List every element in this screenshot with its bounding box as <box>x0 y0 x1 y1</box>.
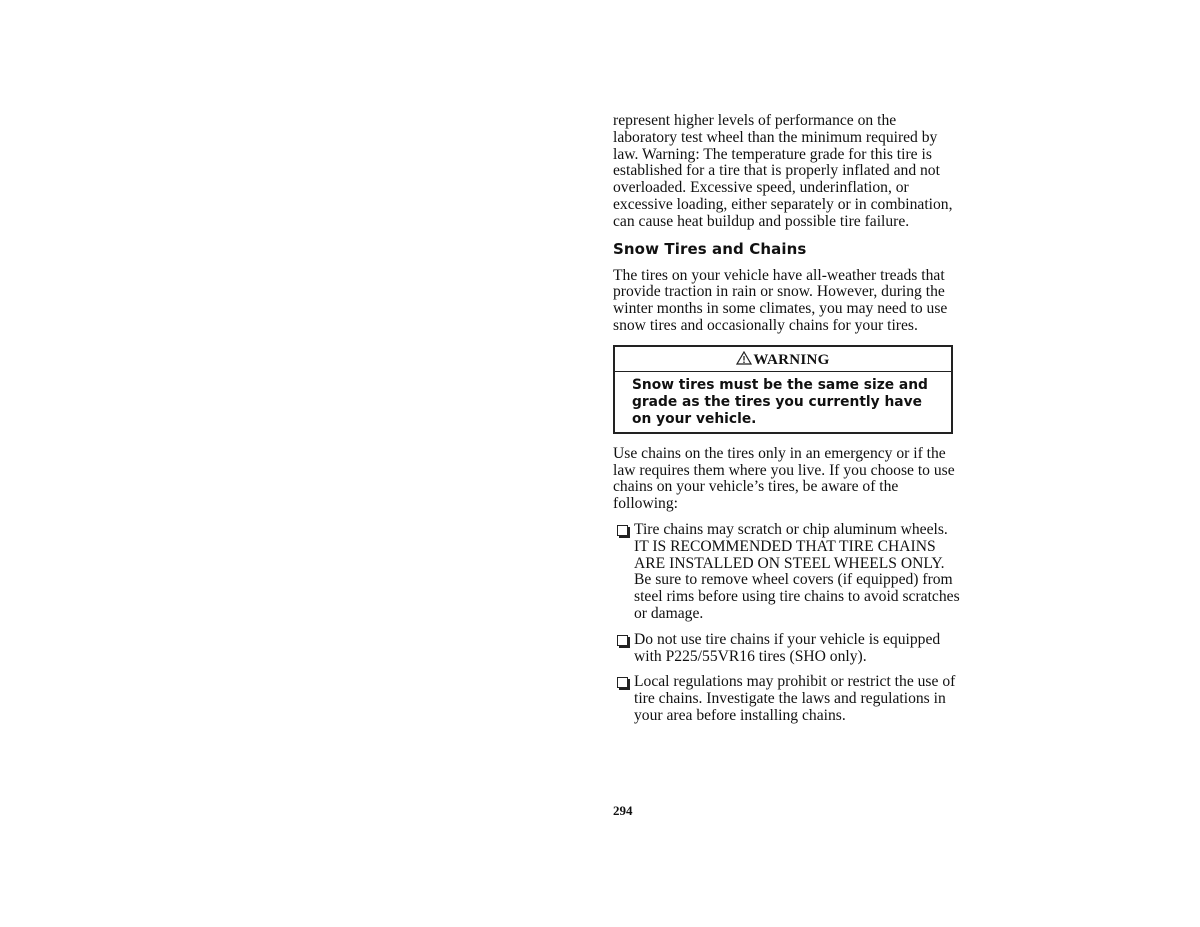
bullet-text: Tire chains may scratch or chip aluminum wheels. IT IS RECOMMENDED THAT TIRE CHAINS ARE INSTALLED ON STEEL WHEELS ONLY. Be sure to remove wheel covers (if equipped) from steel rims before using tire chains to avoid scratches or damage. <box>634 520 960 622</box>
chains-paragraph: Use chains on the tires only in an emergency or if the law requires them where you live. If you choose to use chains on your vehicle’s tires, be aware of the following: <box>613 444 955 513</box>
section-heading: Snow Tires and Chains <box>613 239 807 258</box>
warning-title: WARNING <box>753 351 830 368</box>
list-item <box>613 674 963 724</box>
warning-body: Snow tires must be the same size and grade as the tires you currently have on your vehicle. <box>632 376 928 427</box>
checkbox-bullet-icon <box>617 635 628 646</box>
snow-tires-paragraph: The tires on your vehicle have all-weather treads that provide traction in rain or snow. However, during the winter months in some climates, you may need to use snow tires and occasionally chains for your tires. <box>613 266 948 334</box>
warning-triangle-icon <box>736 351 752 365</box>
list-item <box>613 522 963 623</box>
checkbox-bullet-icon <box>617 525 628 536</box>
bullet-text: Do not use tire chains if your vehicle is equipped with P225/55VR16 tires (SHO only). <box>634 630 941 665</box>
page-number: 294 <box>613 803 633 818</box>
list-item <box>613 632 963 666</box>
page-content-column <box>613 113 963 734</box>
chains-bullet-list <box>613 522 963 725</box>
warning-header <box>615 347 951 372</box>
bullet-text: Local regulations may prohibit or restrict the use of tire chains. Investigate the laws and regulations in your area before installing chains. <box>634 673 956 724</box>
warning-box <box>613 345 953 434</box>
checkbox-bullet-icon <box>617 677 628 688</box>
intro-paragraph: represent higher levels of performance on the laboratory test wheel than the minimum required by law. Warning: The temperature grade for this tire is established for a tire that is properly inflated and not overloaded. Excessive speed, underinflation, or excessive loading, either separately or in combination, can cause heat buildup and possible tire failure. <box>613 112 953 230</box>
